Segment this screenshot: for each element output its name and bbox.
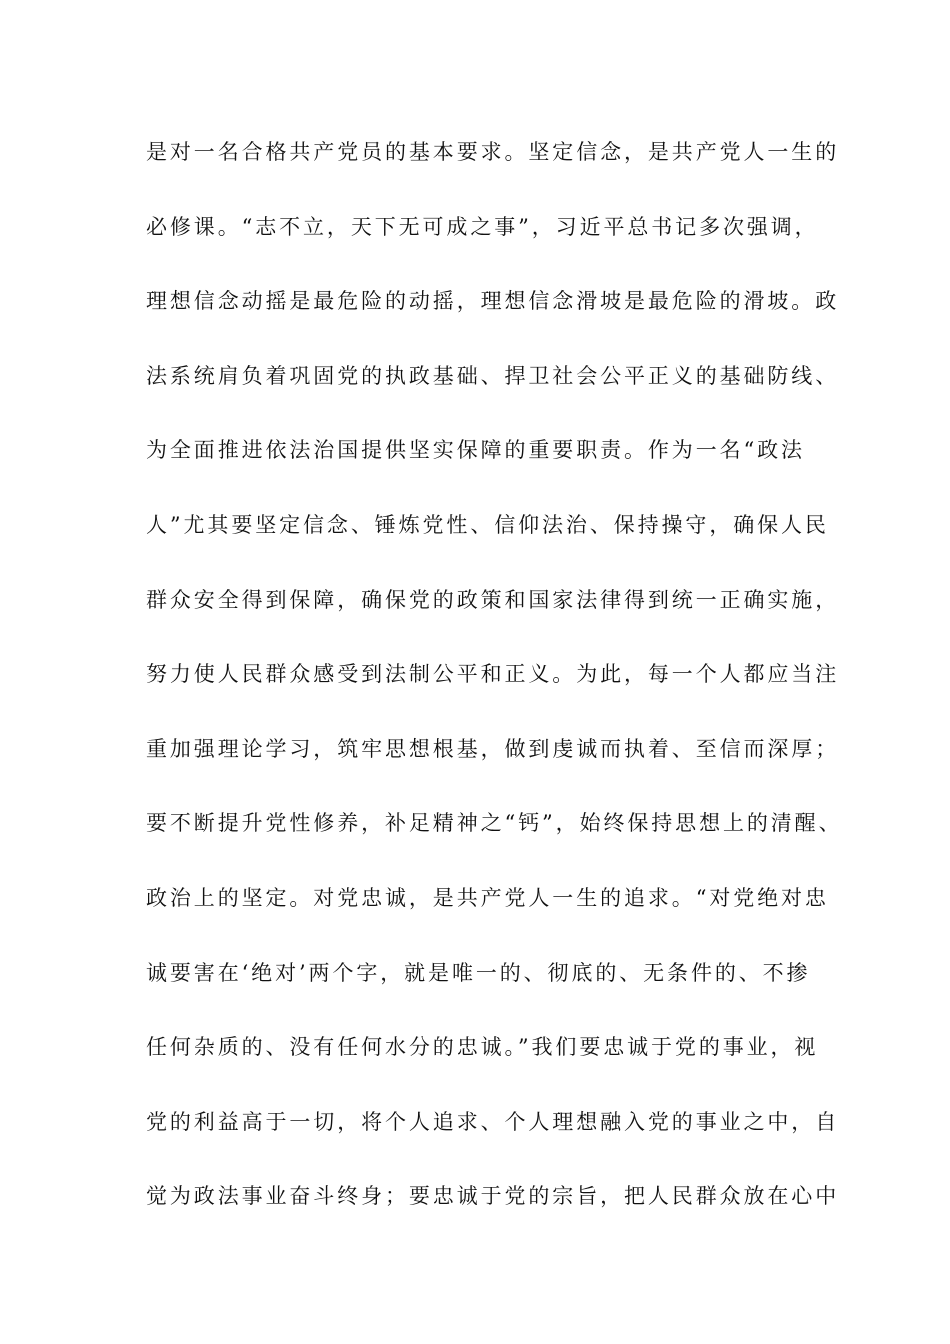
text-line: 重加强理论学习，筑牢思想根基，做到虔诚而执着、至信而深厚； — [146, 736, 840, 761]
text-line: 法系统肩负着巩固党的执政基础、捍卫社会公平正义的基础防线、 — [146, 363, 840, 388]
text-line: 是对一名合格共产党员的基本要求。坚定信念，是共产党人一生的 — [146, 140, 840, 164]
text-line: 人”尤其要坚定信念、锤炼党性、信仰法治、保持操守，确保人民 — [146, 512, 829, 537]
text-line: 群众安全得到保障，确保党的政策和国家法律得到统一正确实施， — [146, 587, 840, 612]
text-line: 党的利益高于一切，将个人追求、个人理想融入党的事业之中，自 — [146, 1109, 840, 1134]
text-line: 诚要害在‘绝对’两个字，就是唯一的、彻底的、无条件的、不掺 — [146, 960, 811, 985]
text-line: 必修课。“志不立，天下无可成之事”，习近平总书记多次强调， — [146, 214, 819, 239]
text-line: 理想信念动摇是最危险的动摇，理想信念滑坡是最危险的滑坡。政 — [146, 289, 840, 314]
text-line: 政治上的坚定。对党忠诚，是共产党人一生的追求。“对党绝对忠 — [146, 885, 829, 910]
text-line: 为全面推进依法治国提供坚实保障的重要职责。作为一名“政法 — [146, 438, 805, 463]
text-line: 努力使人民群众感受到法制公平和正义。为此，每一个人都应当注 — [146, 662, 840, 687]
text-line: 任何杂质的、没有任何水分的忠诚。”我们要忠诚于党的事业，视 — [146, 1035, 819, 1060]
text-line: 觉为政法事业奋斗终身；要忠诚于党的宗旨，把人民群众放在心中 — [146, 1184, 840, 1209]
body-text — [146, 130, 846, 1249]
text-line: 要不断提升党性修养，补足精神之“钙”，始终保持思想上的清醒、 — [146, 811, 843, 836]
